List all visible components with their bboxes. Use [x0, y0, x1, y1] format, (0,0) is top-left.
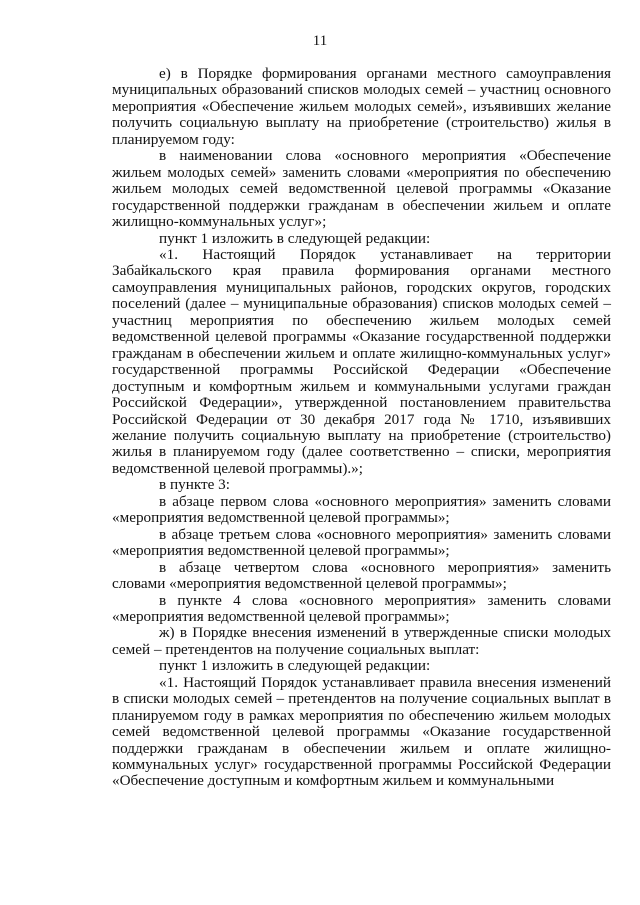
paragraph-point-4: в пункте 4 слова «основного мероприятия» заменить словами «мероприятия ведомственной целевой программы»; [112, 591, 611, 625]
paragraph-item-e: е) в Порядке формирования органами местного самоуправления муниципальных образований списков молодых семей – участниц основного мероприятия «Обеспечение жильем молодых семей», изъявивших желание получить социальную выплату на приобретение (строительство) жилья в планируемом году: [112, 65, 611, 148]
page-number: 11 [312, 33, 328, 49]
paragraph-point-1-text-2: «1. Настоящий Порядок устанавливает правила внесения изменений в списки молодых семей – претендентов на получение социальных выплат в планируемом году в рамках мероприятия по обеспечению жильем молодых семей ведомственной целевой программы «Оказание государственной поддержки гражданам в обеспечении жильем и оплате жилищно-коммунальных услуг» государственной программы Российской Федерации «Обеспечение доступным и комфортным жильем и коммунальными [112, 673, 611, 790]
document-body [112, 66, 611, 790]
paragraph-title-change: в наименовании слова «основного мероприятия «Обеспечение жильем молодых семей» заменить словами «мероприятия по обеспечению жильем молодых семей ведомственной целевой программы «Оказание государственной поддержки гражданам в обеспечении жильем и оплате жилищно-коммунальных услуг»; [112, 147, 611, 231]
paragraph-point-3-abz-1: в абзаце первом слова «основного мероприятия» заменить словами «мероприятия ведомственной целевой программы»; [112, 492, 611, 527]
paragraph-item-zh: ж) в Порядке внесения изменений в утвержденные списки молодых семей – претендентов на получение социальных выплат: [112, 624, 611, 658]
paragraph-point-3-intro: в пункте 3: [159, 476, 230, 494]
paragraph-point-3-abz-3: в абзаце третьем слова «основного мероприятия» заменить словами «мероприятия ведомственной целевой программы»; [112, 525, 611, 560]
paragraph-point-3-abz-4: в абзаце четвертом слова «основного мероприятия» заменить словами «мероприятия ведомственной целевой программы»; [112, 558, 611, 593]
paragraph-point-1-intro-2: пункт 1 изложить в следующей редакции: [159, 657, 431, 675]
paragraph-point-1-intro: пункт 1 изложить в следующей редакции: [159, 229, 431, 247]
paragraph-point-1-text: «1. Настоящий Порядок устанавливает на территории Забайкальского края правила формирования органами местного самоуправления муниципальных районов, городских округов, городских поселений (далее – муниципальные образования) списков молодых семей – участниц мероприятия по обеспечению жильем молодых семей ведомственной целевой программы «Оказание государственной поддержки гражданам в обеспечении жильем и оплате жилищно-коммунальных услуг» государственной программы Российской Федерации «Обеспечение доступным и комфортным жильем и коммунальными услугами граждан Российской Федерации», утвержденной постановлением правительства Российской Федерации от 30 декабря 2017 года № 1710, изъявивших желание получить социальную выплату на приобретение (строительство) жилья в планируемом году (далее соответственно – списки, мероприятия ведомственной целевой программы).»; [112, 245, 611, 477]
